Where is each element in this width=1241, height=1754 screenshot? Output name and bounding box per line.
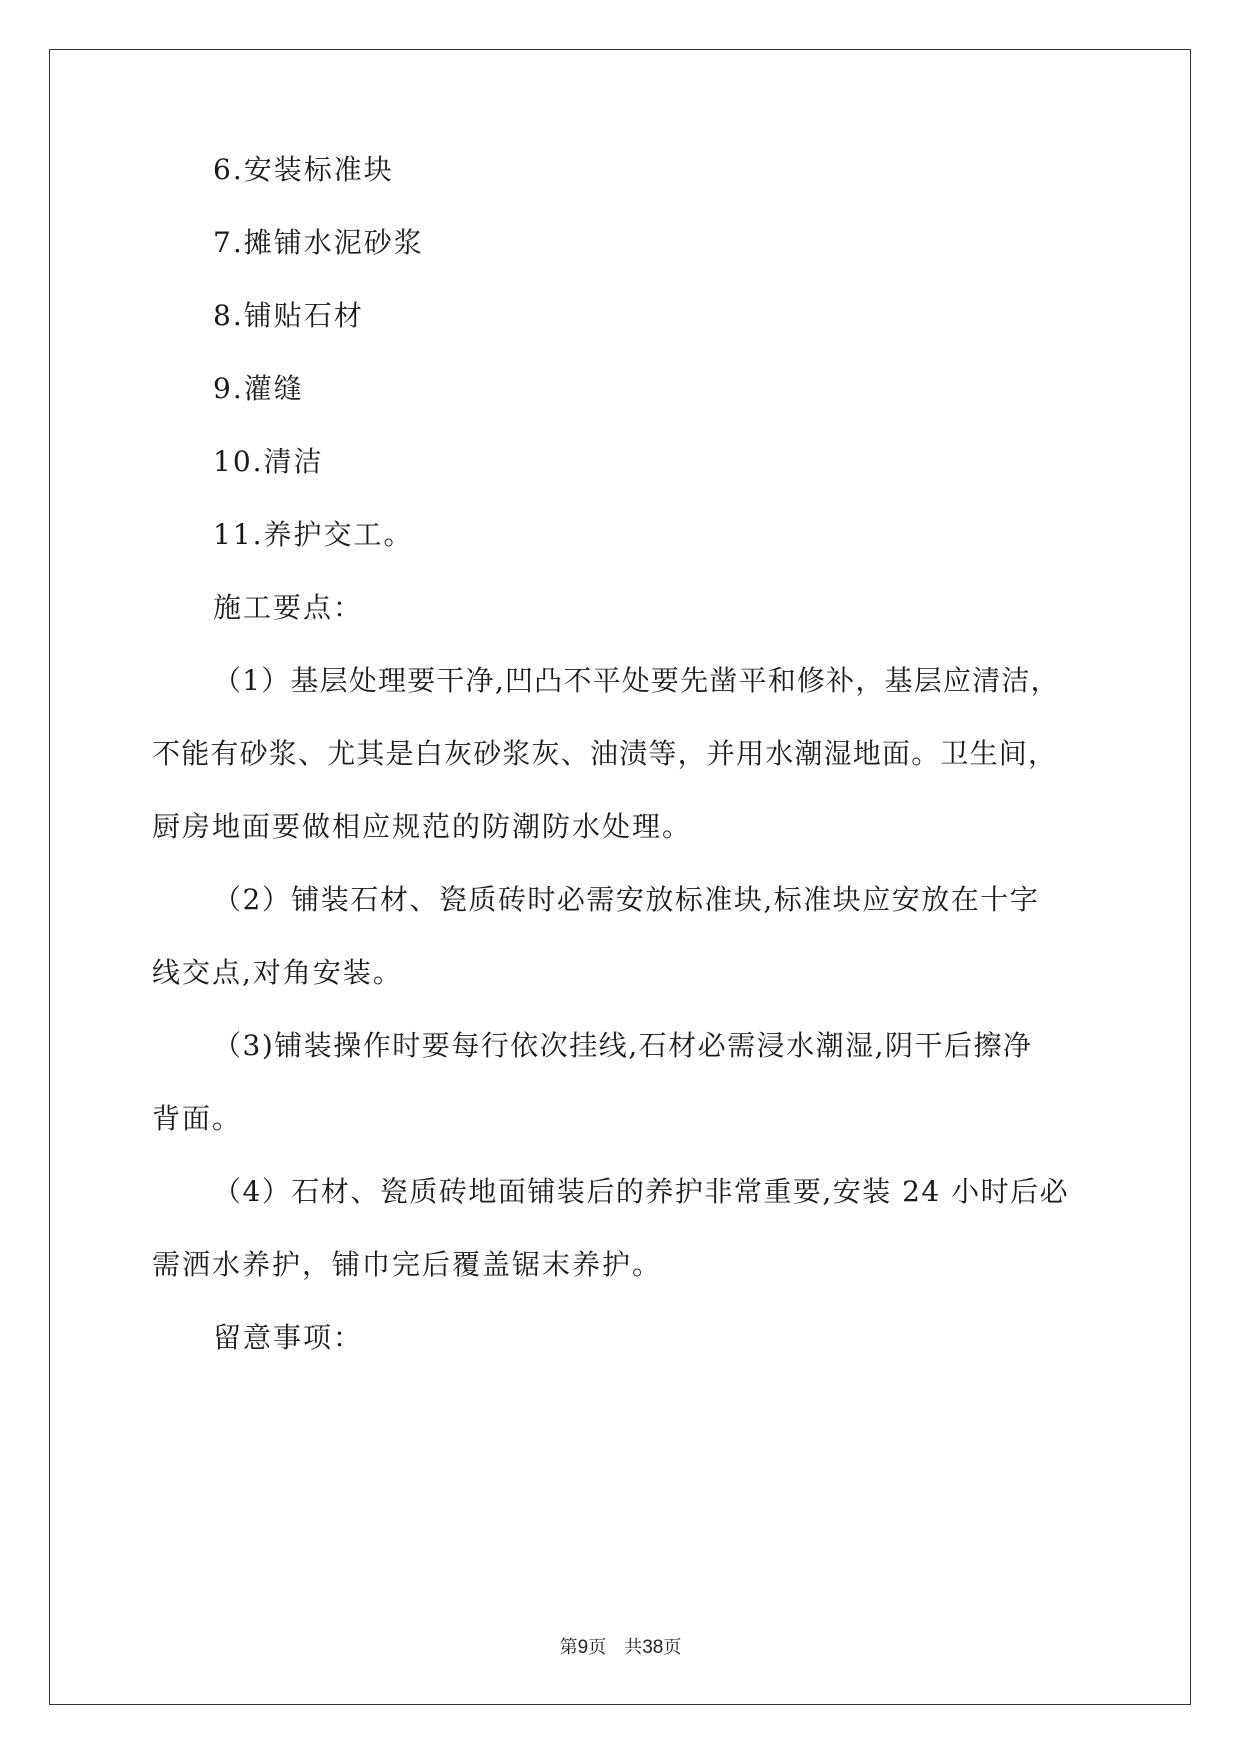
point-4-line-2: 需洒水养护，铺巾完后覆盖锯末养护。	[152, 1248, 663, 1281]
point-3-line-1: （3)铺装操作时要每行依次挂线,石材必需浸水潮湿,阴干后擦净	[213, 1029, 1033, 1062]
point-1-line-3: 厨房地面要做相应规范的防潮防水处理。	[152, 810, 693, 843]
page-number: 第9页	[559, 1637, 607, 1658]
step-9: 9.灌缝	[213, 372, 304, 405]
point-3-line-2: 背面。	[152, 1102, 243, 1135]
section-heading-notes: 留意事项：	[213, 1321, 364, 1354]
point-1-line-2: 不能有砂浆、尤其是白灰砂浆灰、油渍等，并用水潮湿地面。卫生间，	[152, 737, 1058, 770]
step-10: 10.清洁	[213, 445, 324, 478]
step-7: 7.摊铺水泥砂浆	[213, 226, 424, 259]
step-8: 8.铺贴石材	[213, 299, 364, 332]
point-2-line-2: 线交点,对角安装。	[152, 956, 403, 989]
step-6: 6.安装标准块	[213, 153, 394, 186]
point-2-line-1: （2）铺装石材、瓷质砖时必需安放标准块,标准块应安放在十字	[213, 883, 1040, 916]
section-heading-key-points: 施工要点：	[213, 591, 364, 624]
point-4-line-1: （4）石材、瓷质砖地面铺装后的养护非常重要,安装 24 小时后必	[213, 1175, 1070, 1208]
step-11: 11.养护交工。	[213, 518, 414, 551]
page-footer	[0, 1636, 1241, 1660]
point-1-line-1: （1）基层处理要干净,凹凸不平处要先凿平和修补，基层应清洁，	[213, 664, 1060, 697]
page-total: 共38页	[624, 1637, 682, 1658]
